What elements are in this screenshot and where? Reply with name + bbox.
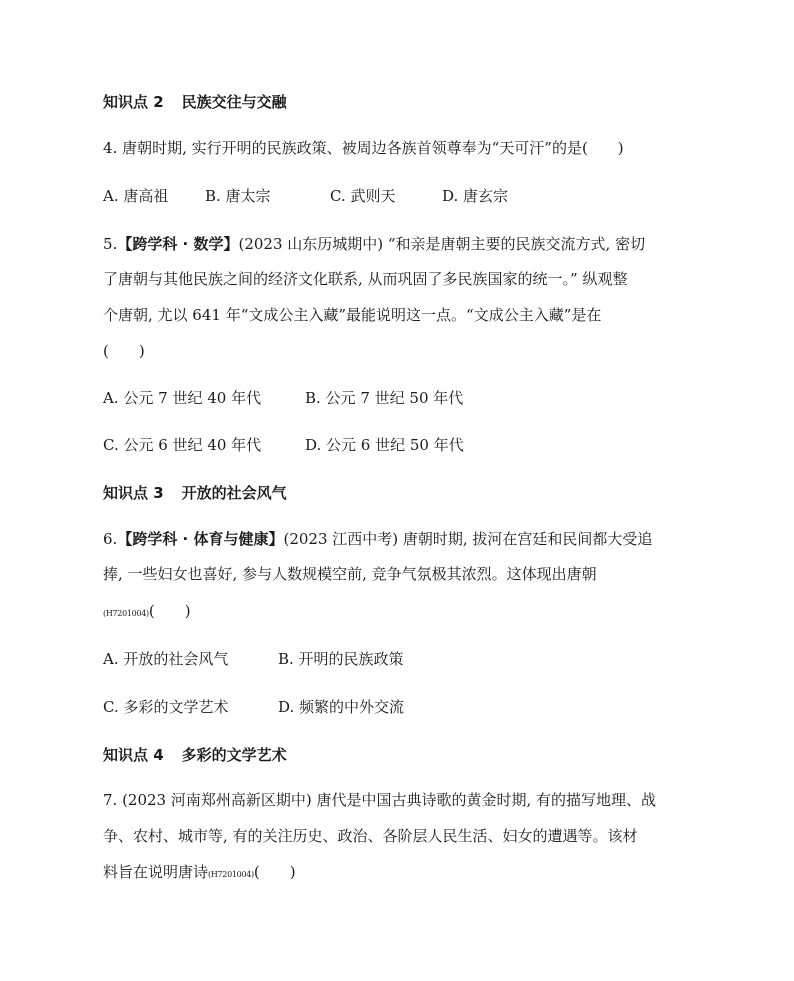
q6-option-d: D. 频繁的中外交流 [278,698,405,716]
q5-option-b: B. 公元 7 世纪 50 年代 [305,389,464,407]
q5-option-c: C. 公元 6 世纪 40 年代 [103,436,262,454]
section-label: 知识点 2 [103,93,164,111]
section-heading-3 [103,483,287,503]
question-7-line-3 [103,862,296,885]
question-6-line-3 [103,601,191,624]
question-6-line-1 [103,529,652,549]
q4-option-c: C. 武则天 [330,187,396,205]
q6-option-a: A. 开放的社会风气 [103,650,229,668]
question-text: (2023 山东历城期中) “和亲是唐朝主要的民族交流方式, 密切 [238,235,646,253]
section-label: 知识点 3 [103,484,164,502]
question-text: 料旨在说明唐诗 [103,863,209,881]
q5-option-d: D. 公元 6 世纪 50 年代 [305,436,464,454]
question-5-line-1 [103,234,645,254]
question-number: 5. [103,235,118,253]
question-5-line-2: 了唐朝与其他民族之间的经济文化联系, 从而巩固了多民族国家的统一。” 纵观整 [103,270,628,288]
question-text: (2023 江西中考) 唐朝时期, 拔河在宫廷和民间都大受追 [283,530,653,548]
question-4-stem: 4. 唐朝时期, 实行开明的民族政策、被周边各族首领尊奉为“天可汗”的是( ) [103,139,624,157]
q6-option-b: B. 开明的民族政策 [278,650,404,668]
section-title: 多彩的文学艺术 [181,746,287,764]
q4-option-a: A. 唐高祖 [103,187,169,205]
question-code: (H7201004) [208,870,254,879]
question-5-paren: ( ) [103,342,145,360]
cross-subject-tag: 【跨学科 · 体育与健康】 [117,530,284,548]
section-heading-4 [103,745,287,765]
q4-option-d: D. 唐玄宗 [442,187,509,205]
question-5-line-3: 个唐朝, 尤以 641 年“文成公主入藏”最能说明这一点。“文成公主入藏”是在 [103,306,602,324]
question-7-line-2: 争、农村、城市等, 有的关注历史、政治、各阶层人民生活、妇女的遭遇等。该材 [103,827,638,845]
q6-option-c: C. 多彩的文学艺术 [103,698,229,716]
section-label: 知识点 4 [103,746,164,764]
section-title: 开放的社会风气 [181,484,287,502]
section-title: 民族交往与交融 [181,93,287,111]
question-code: (H7201004) [103,609,149,618]
cross-subject-tag: 【跨学科 · 数学】 [117,235,239,253]
q4-option-b: B. 唐太宗 [205,187,271,205]
answer-paren: ( ) [253,863,296,881]
answer-paren: ( ) [148,602,191,620]
q5-option-a: A. 公元 7 世纪 40 年代 [103,389,262,407]
question-7-line-1: 7. (2023 河南郑州高新区期中) 唐代是中国古典诗歌的黄金时期, 有的描写地理、战 [103,791,657,809]
question-number: 6. [103,530,118,548]
section-heading-2 [103,92,287,112]
question-6-line-2: 捧, 一些妇女也喜好, 参与人数规模空前, 竞争气氛极其浓烈。这体现出唐朝 [103,565,597,583]
